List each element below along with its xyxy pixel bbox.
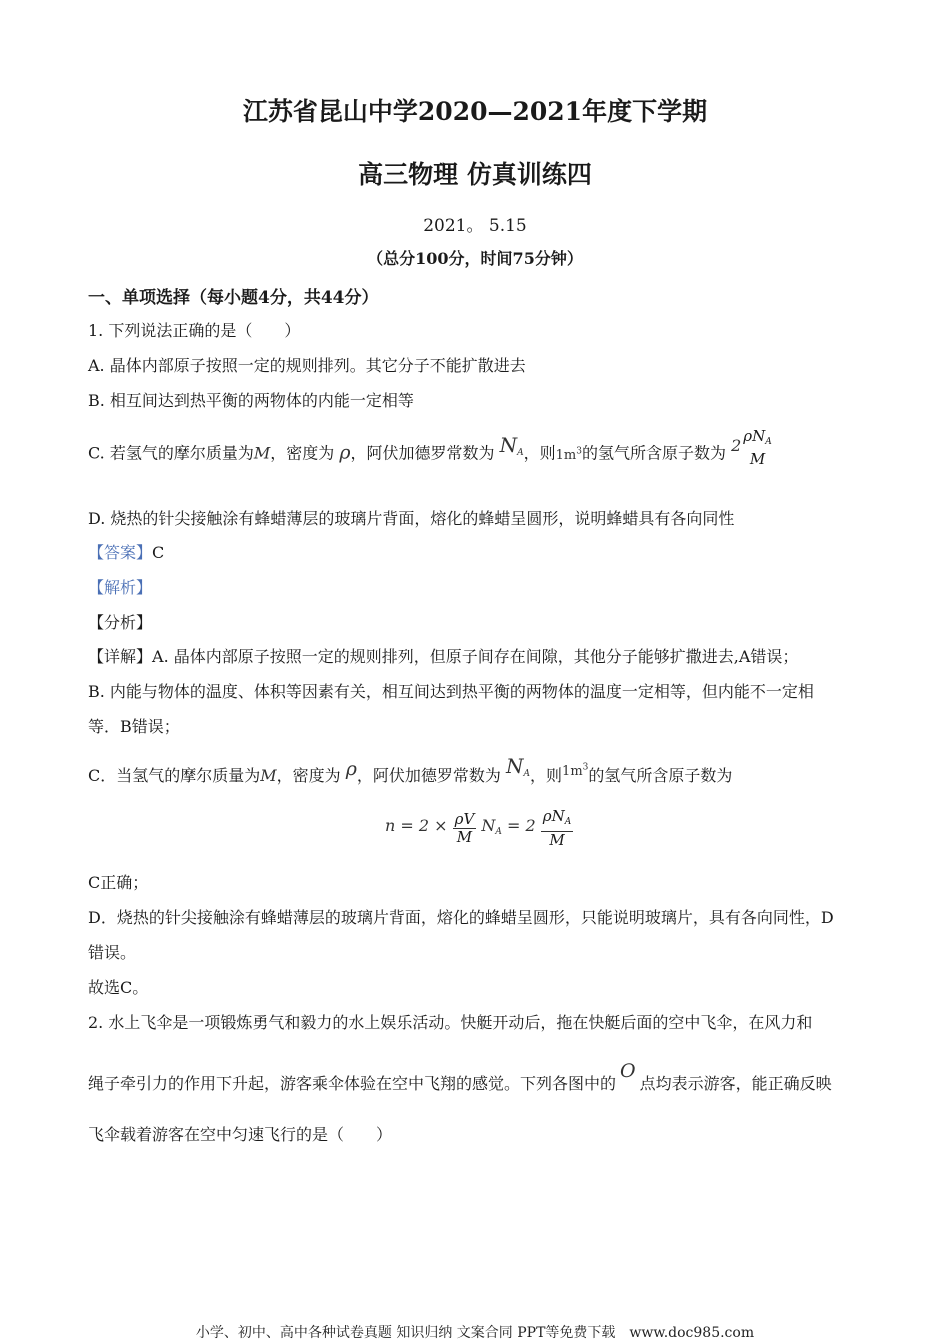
detail-b-line1: B. 内能与物体的温度、体积等因素有关，相互间达到热平衡的两物体的温度一定相等，但内能不一定相 bbox=[88, 682, 814, 701]
section-heading: 一、单项选择（每小题4分，共44分） bbox=[88, 288, 379, 308]
detail-d-line1: D．烧热的针尖接触涂有蜂蜡薄层的玻璃片背面，熔化的蜂蜡呈圆形，只能说明玻璃片，具有各向同性，D bbox=[88, 908, 834, 927]
answer-line bbox=[88, 540, 164, 563]
eq-lhs: n = 2 × bbox=[385, 816, 448, 835]
q1-option-b: B. 相互间达到热平衡的两物体的内能一定相等 bbox=[88, 391, 414, 410]
eq-mid: = 2 bbox=[507, 816, 536, 835]
option-c-text5: 的氢气所含原子数为 bbox=[582, 443, 727, 463]
q2-line2-text1: 绳子牵引力的作用下升起，游客乘伞体验在空中飞翔的感觉。下列各图中的 bbox=[88, 1074, 617, 1093]
detail-c-text4: ，则 bbox=[530, 766, 563, 785]
detail-c-text1: C．当氢气的摩尔质量为 bbox=[88, 766, 261, 785]
detail-d-line2: 错误。 bbox=[88, 943, 137, 962]
detail-tag: 【详解】 bbox=[88, 647, 153, 666]
q2-line1: 2. 水上飞伞是一项锻炼勇气和毅力的水上娱乐活动。快艇开动后，拖在快艇后面的空中飞伞，在风力和 bbox=[88, 1013, 813, 1032]
detail-unit-volume: 1m3 bbox=[562, 762, 589, 779]
detail-rho-symbol: ρ bbox=[345, 758, 357, 780]
answer-fraction: $\rho N_A$ M bbox=[743, 427, 772, 468]
q2-line2-text2: 点均表示游客，能正确反映 bbox=[639, 1074, 832, 1093]
option-c-text4: ，则 bbox=[523, 443, 556, 463]
coef-two: 2 bbox=[731, 435, 742, 455]
jiexi-tag: 【解析】 bbox=[88, 578, 153, 597]
eq-fraction-2: $\frac{\rho N_A}{M}$ bbox=[542, 807, 572, 849]
title-line2: 高三物理 仿真训练四 bbox=[358, 160, 592, 189]
detail-a-line bbox=[88, 644, 798, 667]
detail-a: A. 晶体内部原子按照一定的规则排列，但原子间存在间隙，其他分子能够扩撒进去,A错误； bbox=[152, 647, 799, 666]
detail-c-text2: ，密度为 bbox=[276, 766, 341, 785]
unit-volume: $1m^3$ bbox=[555, 446, 582, 463]
eq-avogadro: $N_A$ bbox=[481, 816, 502, 837]
option-c-text3: ，阿伏加德罗常数为 bbox=[350, 443, 495, 463]
score-time: （总分100分，时间75分钟） bbox=[367, 249, 583, 268]
c-correct: C正确； bbox=[88, 873, 149, 892]
answer-value: C bbox=[152, 543, 165, 562]
detail-c-line bbox=[88, 754, 733, 787]
q1-option-d: D. 烧热的针尖接触涂有蜂蜡薄层的玻璃片背面，熔化的蜂蜡呈圆形，说明蜂蜡具有各向同性 bbox=[88, 509, 735, 528]
date: 2021。 5.15 bbox=[423, 216, 527, 236]
option-c-text2: ，密度为 bbox=[270, 443, 335, 463]
q1-option-a: A. 晶体内部原子按照一定的规则排列。其它分子不能扩散进去 bbox=[88, 356, 526, 375]
point-o: O bbox=[620, 1060, 636, 1082]
title-line1: 江苏省昆山中学2020—2021年度下学期 bbox=[242, 97, 708, 126]
q2-line3: 飞伞载着游客在空中匀速飞行的是（ ） bbox=[88, 1125, 393, 1144]
rho-symbol: ρ bbox=[339, 441, 351, 464]
detail-c-text5: 的氢气所含原子数为 bbox=[588, 766, 733, 785]
detail-avogadro-symbol: $N_A$ bbox=[506, 754, 531, 779]
eq-fraction-1: $\frac{\rho V}{M}$ bbox=[454, 810, 475, 846]
option-c-text1: C. 若氢气的摩尔质量为 bbox=[88, 443, 254, 463]
conclusion: 故选C。 bbox=[88, 978, 149, 997]
detail-b-line2: 等．B错误； bbox=[88, 717, 180, 736]
footer-text: 小学、初中、高中各种试卷真题 知识归纳 文案合同 PPT等免费下载 www.doc985.com bbox=[195, 1325, 755, 1341]
detail-c-text3: ，阿伏加德罗常数为 bbox=[356, 766, 501, 785]
fenxi-tag: 【分析】 bbox=[88, 613, 153, 632]
option-c-molar-mass: M bbox=[253, 443, 271, 463]
equation bbox=[385, 808, 573, 849]
q1-stem: 1. 下列说法正确的是（ ） bbox=[88, 321, 301, 340]
q2-line2 bbox=[88, 1060, 832, 1094]
answer-tag: 【答案】 bbox=[88, 543, 153, 562]
q1-option-c bbox=[88, 427, 774, 474]
avogadro-symbol: $N_A$ bbox=[499, 432, 524, 458]
detail-c-molar-mass: M bbox=[260, 766, 277, 785]
